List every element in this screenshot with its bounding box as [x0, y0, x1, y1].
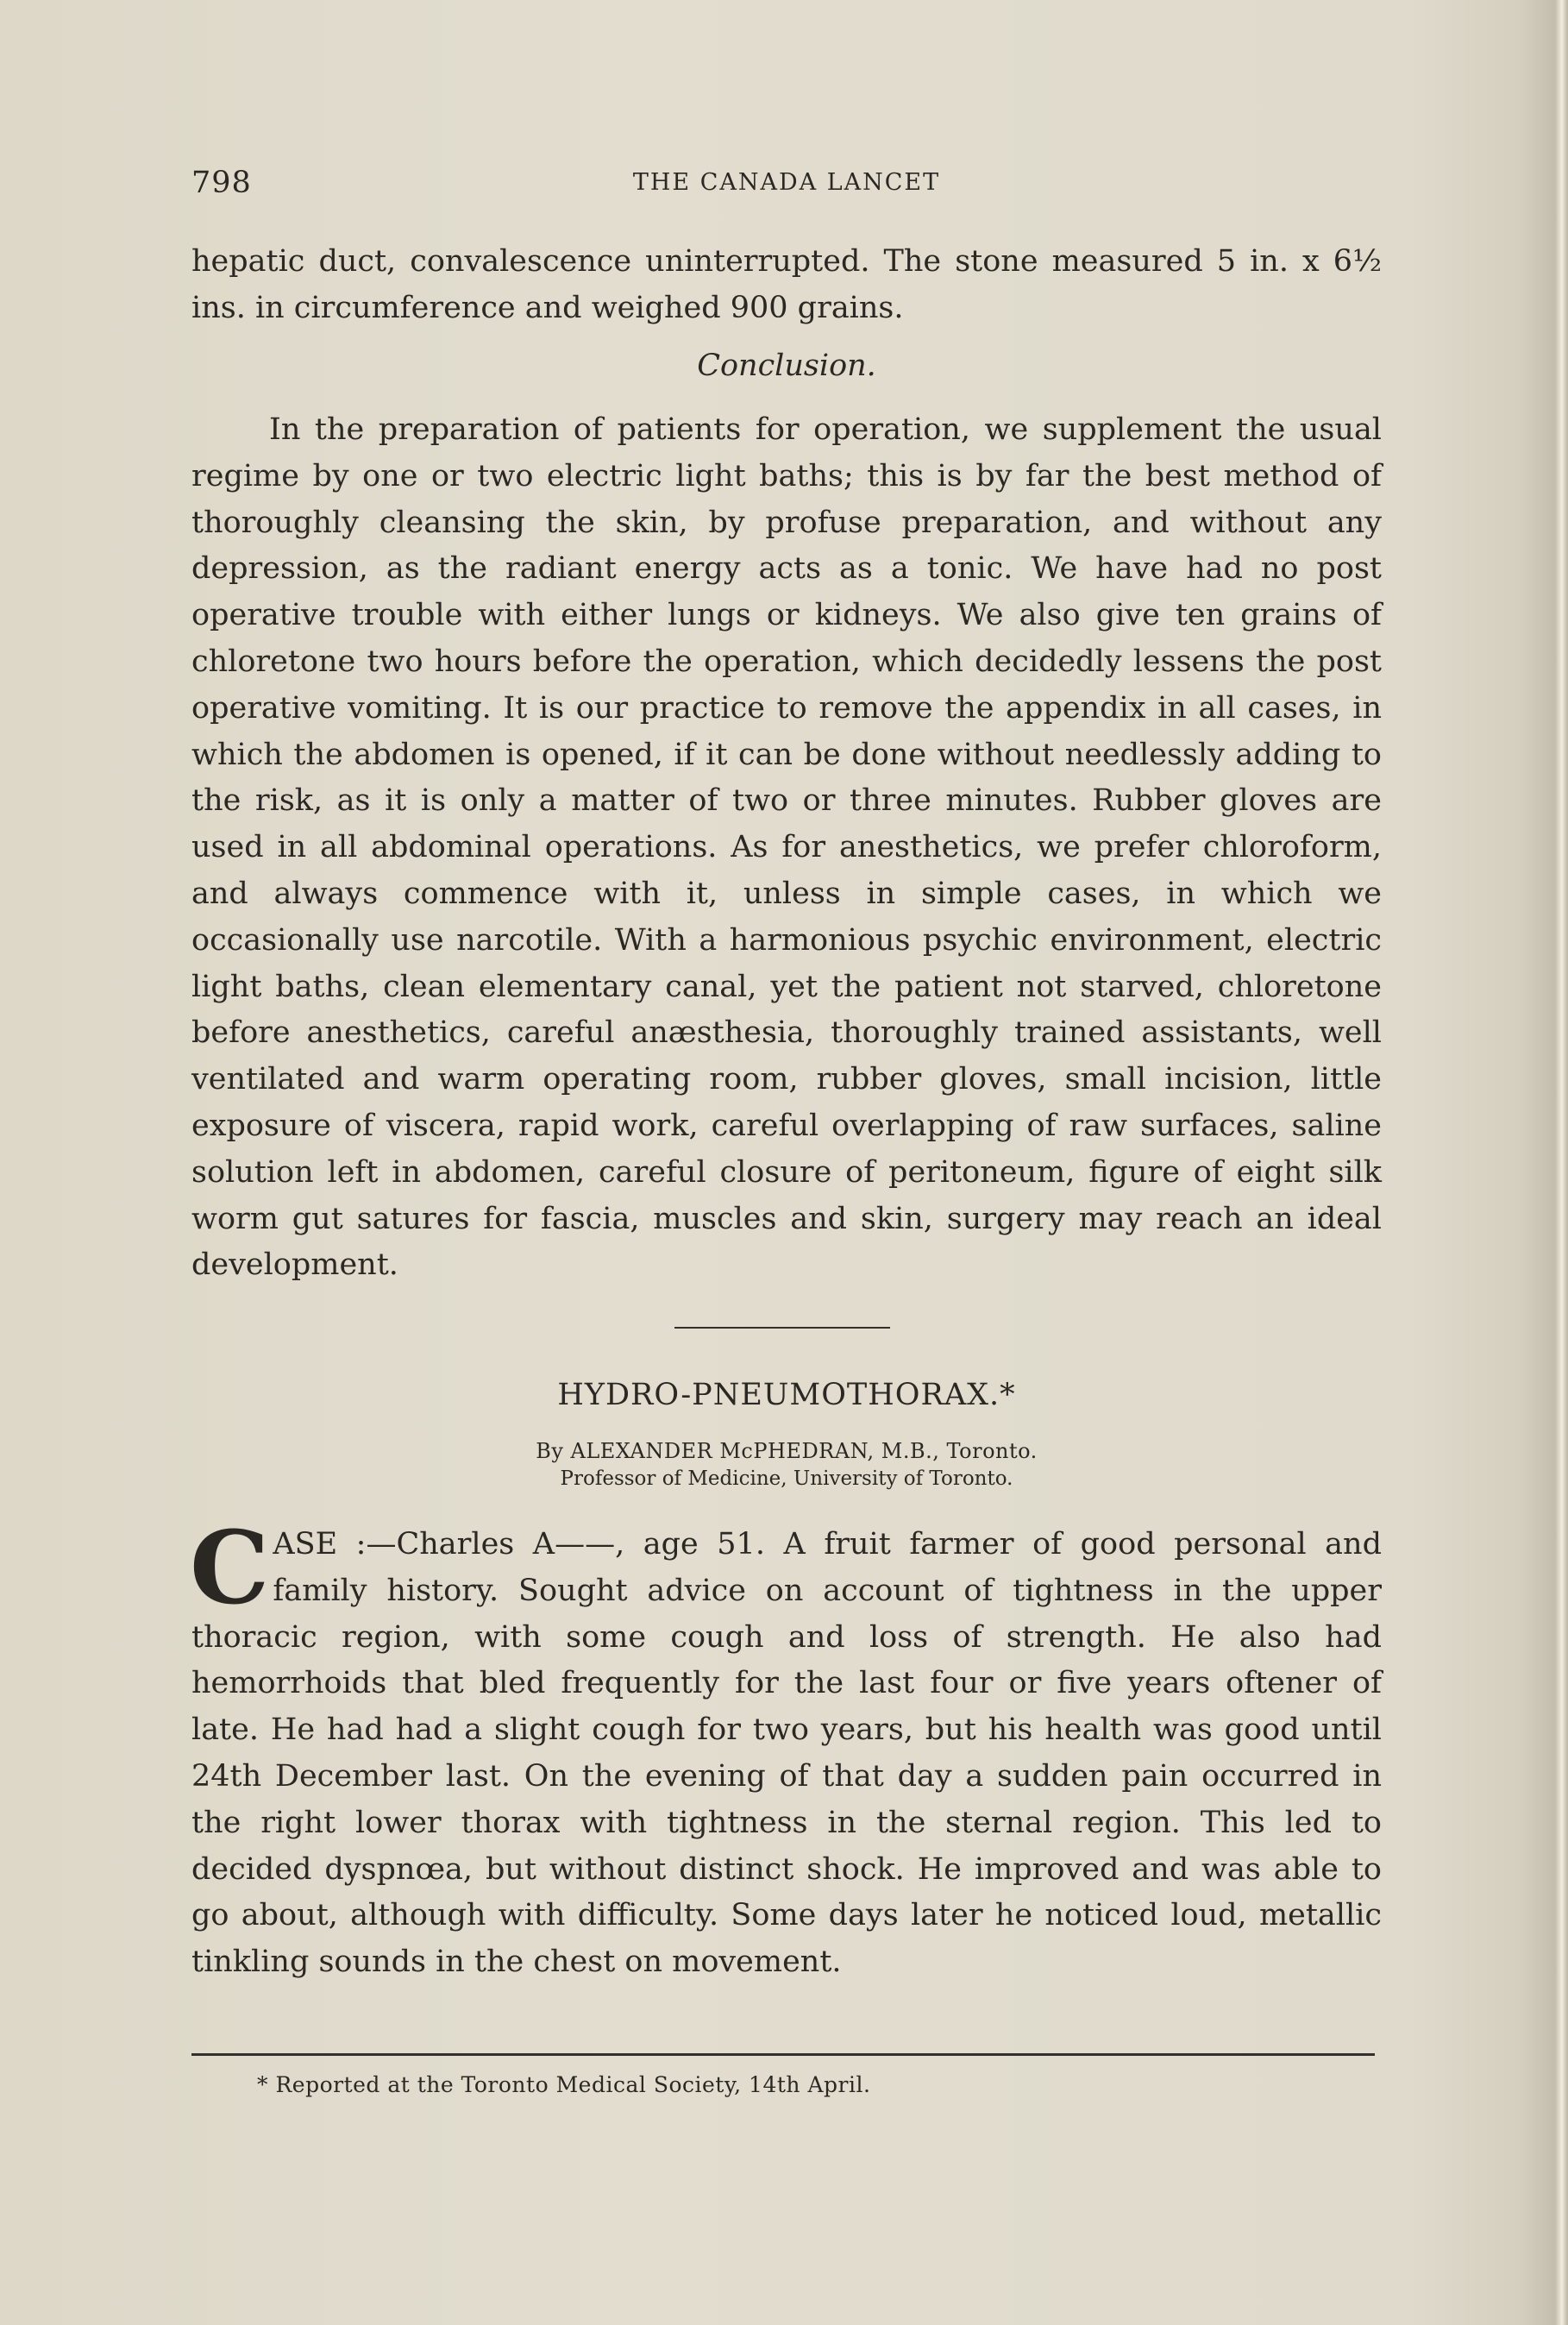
- running-head: [191, 166, 1382, 207]
- page-number: 798: [191, 166, 252, 200]
- conclusion-paragraph: In the preparation of patients for operation, we supplement the usual regime by one or two electric light baths; this is by far the best method of thoroughly cleansing the skin, by profuse preparation, and without any depression, as the radiant energy acts as a tonic. We have had no post operative trouble with either lungs or kidneys. We also give ten grains of chloretone two hours before the operation, which decidedly lessens the post operative vomiting. It is our practice to remove the appendix in all cases, in which the abdomen is opened, if it can be done without needlessly adding to the risk, as it is only a matter of two or three minutes. Rubber gloves are used in all abdominal operations. As for anesthetics, we prefer chloroform, and always commence with it, unless in simple cases, in which we occasionally use narcotile. With a harmonious psychic environment, electric light baths, clean elementary canal, yet the patient not starved, chloretone before anesthetics, careful anæsthesia, thoroughly trained assistants, well ventilated and warm operating room, rubber gloves, small incision, little exposure of viscera, rapid work, careful overlapping of raw surfaces, saline solution left in abdomen, careful closure of peritoneum, figure of eight silk worm gut satures for fascia, muscles and skin, surgery may reach an ideal development.: [191, 412, 1382, 1283]
- conclusion-section: [191, 407, 1382, 1289]
- author-affiliation: Professor of Medicine, University of Toronto.: [560, 1467, 1013, 1490]
- footnote: * Reported at the Toronto Medical Society, 14th April.: [257, 2072, 871, 2097]
- page-edge: [1556, 0, 1568, 2325]
- conclusion-heading: Conclusion.: [697, 349, 876, 383]
- journal-title: THE CANADA LANCET: [632, 169, 941, 196]
- section-divider: [674, 1327, 890, 1329]
- footnote-rule: [191, 2053, 1375, 2056]
- opening-paragraph: [191, 239, 1382, 332]
- article-body: [190, 1510, 1382, 1986]
- opening-text: hepatic duct, convalescence uninterrupted. The stone measured 5 in. x 6½ ins. in circumference and weighed 900 grains.: [191, 244, 1382, 325]
- drop-cap: C: [190, 1510, 270, 1627]
- article-body-text: ASE :—Charles A——, age 51. A fruit farmer of good personal and family history. Sought advice on account of tightness in the upper thoracic region, with some cough and loss of strength. He also had hemorrhoids that bled frequently for the last four or five years oftener of late. He had had a slight cough for two years, but his health was good until 24th December last. On the evening of that day a sudden pain occurred in the right lower thorax with tightness in the sternal region. This led to decided dyspnœa, but without distinct shock. He improved and was able to go about, although with difficulty. Some days later he noticed loud, metallic tinkling sounds in the chest on movement.: [191, 1527, 1382, 1980]
- article-title: HYDRO-PNEUMOTHORAX.*: [557, 1378, 1016, 1412]
- article-byline: By ALEXANDER McPHEDRAN, M.B., Toronto.: [536, 1439, 1038, 1463]
